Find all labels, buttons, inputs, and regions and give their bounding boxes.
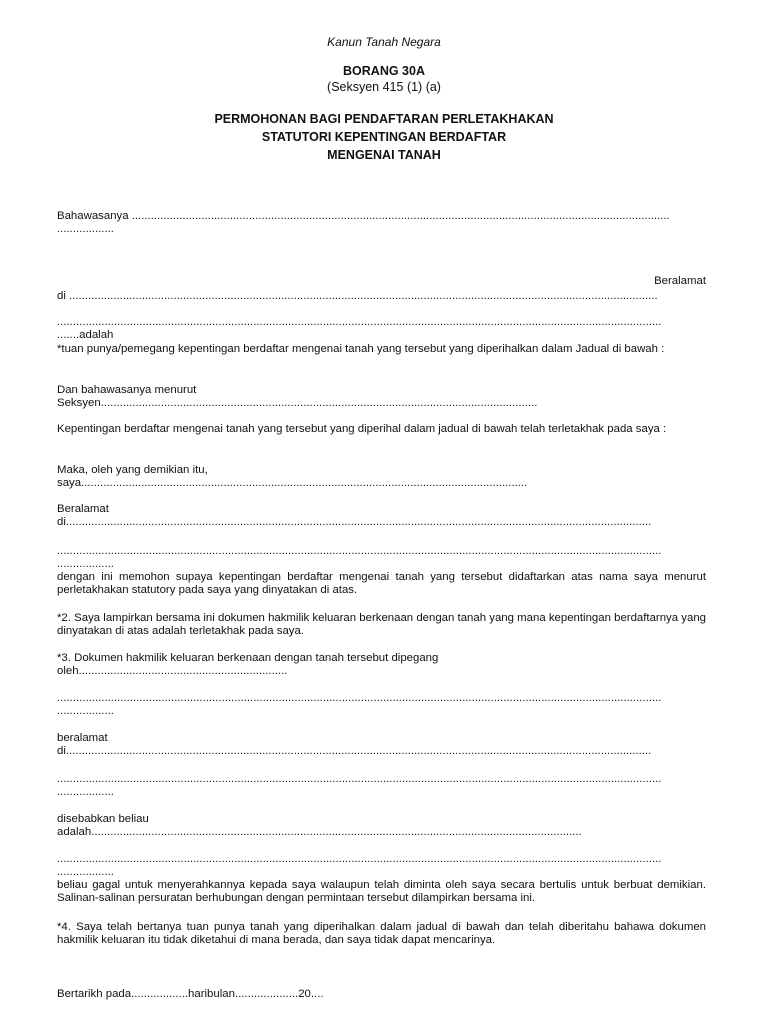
paragraph-4: *4. Saya telah bertanya tuan punya tanah yang diperihalkan dalam jadual di bawah dan telah diberitahu bahawa dokumen hakmilik keluaran itu tidak diketahui di mana berada, dan saya tidak dapat mencarinya. (57, 921, 706, 946)
disebabkan-words (57, 813, 706, 826)
adalah-text: .......adalah (57, 329, 114, 341)
word-3: *3. (57, 652, 71, 664)
word-yang: yang (115, 464, 141, 476)
word-dan: Dan (57, 384, 78, 396)
holder-dots-line: ............................................................................................................................................................................................... (57, 692, 662, 704)
beliau-gagal-paragraph: beliau gagal untuk menyerahkannya kepada saya walaupun telah diminta oleh saya secara bertulis untuk berbuat demikian. Salinan-salinan persuratan berhubungan dengan permintaan tersebut dilampirkan bersama ini. (57, 879, 706, 904)
reason-dots-line: ............................................................................................................................................................................................... (57, 853, 662, 865)
dan-words (57, 384, 706, 397)
word-disebabkan: disebabkan (57, 813, 116, 825)
bahawasanya-field[interactable] (57, 210, 706, 236)
word-hakmilik: hakmilik (126, 652, 168, 664)
bahawasanya-line: Bahawasanya .......................................................................................................................................................................... (57, 210, 670, 222)
address-field-3[interactable] (57, 545, 706, 571)
form-title-line-1: PERMOHONAN BAGI PENDAFTARAN PERLETAKHAKAN (214, 112, 554, 126)
word-keluaran: keluaran (170, 652, 215, 664)
word-dokumen: Dokumen (74, 652, 123, 664)
word-demikian: demikian (143, 464, 190, 476)
address-dots-line: ............................................................................................................................................................................................... (57, 316, 662, 328)
maka-words (57, 464, 706, 477)
bahawasanya-continuation: .................. (57, 223, 114, 235)
dengan-ini-paragraph: dengan ini memohon supaya kepentingan berdaftar mengenai tanah yang tersebut didaftarkan atas nama saya menurut perletakhakan statutory pada saya yang dinyatakan di atas. (57, 571, 706, 596)
p3-words (57, 652, 706, 665)
word-beliau: beliau (118, 813, 149, 825)
word-itu: itu, (192, 464, 208, 476)
word-berkenaan: berkenaan (217, 652, 272, 664)
word-dipegang: dipegang (391, 652, 439, 664)
address-di-line: di .......................................................................................................................................................................................... (57, 290, 658, 302)
paragraph-3 (57, 652, 706, 678)
reason-field[interactable] (57, 853, 706, 879)
address-field-2[interactable] (57, 316, 706, 342)
beralamat-right-label: Beralamat (654, 275, 706, 287)
act-name: Kanun Tanah Negara (327, 35, 441, 49)
adalah-field[interactable]: adalah........................................................................................................................................................... (57, 826, 582, 838)
paragraph-2: *2. Saya lampirkan bersama ini dokumen hakmilik keluaran berkenaan dengan tanah yang mana kepentingan berdaftarnya yang dinyatakan di atas adalah terletakhak pada saya. (57, 612, 706, 637)
beralamat-di-field[interactable]: di......................................................................................................................................................................................... (57, 516, 652, 528)
form-number: BORANG 30A (343, 64, 425, 78)
word-oleh: oleh (91, 464, 113, 476)
word-tersebut: tersebut (347, 652, 389, 664)
form-title-line-3: MENGENAI TANAH (327, 148, 441, 162)
bertarikh-field[interactable]: Bertarikh pada..................haribulan....................20.... (57, 988, 324, 1000)
word-menurut: menurut (154, 384, 197, 396)
address-dots-line-4: ............................................................................................................................................................................................... (57, 773, 662, 785)
reason-short-line: .................. (57, 866, 114, 878)
section-reference: (Seksyen 415 (1) (a) (327, 80, 441, 94)
maka-row (57, 464, 706, 490)
kepentingan-paragraph: Kepentingan berdaftar mengenai tanah yang tersebut yang diperihal dalam jadual di bawah telah terletakhak pada saya : (57, 423, 667, 435)
beralamat-lower-block (57, 732, 706, 758)
address-short-line-3: .................. (57, 558, 114, 570)
address-short-line-4: .................. (57, 786, 114, 798)
word-tanah: tanah (315, 652, 344, 664)
oleh-field[interactable]: oleh.................................................................. (57, 665, 288, 677)
holder-short-line: .................. (57, 705, 114, 717)
form-title-line-2: STATUTORI KEPENTINGAN BERDAFTAR (261, 130, 507, 144)
beralamat-block (57, 503, 706, 529)
seksyen-field[interactable]: Seksyen.......................................................................................................................................... (57, 397, 538, 409)
holder-field[interactable] (57, 692, 706, 718)
saya-field[interactable]: saya............................................................................................................................................. (57, 477, 528, 489)
address-dots-line-3: ............................................................................................................................................................................................... (57, 545, 662, 557)
address-field-1[interactable] (57, 290, 706, 303)
beralamat-lower-di-field[interactable]: di......................................................................................................................................................................................... (57, 745, 652, 757)
disebabkan-block (57, 813, 706, 839)
dan-bahawasanya-row (57, 384, 706, 410)
beralamat-label: Beralamat (57, 503, 109, 515)
beralamat-lower-label: beralamat (57, 732, 108, 744)
tuan-punya-paragraph: *tuan punya/pemegang kepentingan berdaftar mengenai tanah yang tersebut yang diperihalkan dalam Jadual di bawah : (57, 343, 665, 355)
word-bahawasanya: bahawasanya (81, 384, 152, 396)
word-maka: Maka, (57, 464, 89, 476)
address-field-4[interactable] (57, 773, 706, 799)
word-dengan: dengan (274, 652, 313, 664)
